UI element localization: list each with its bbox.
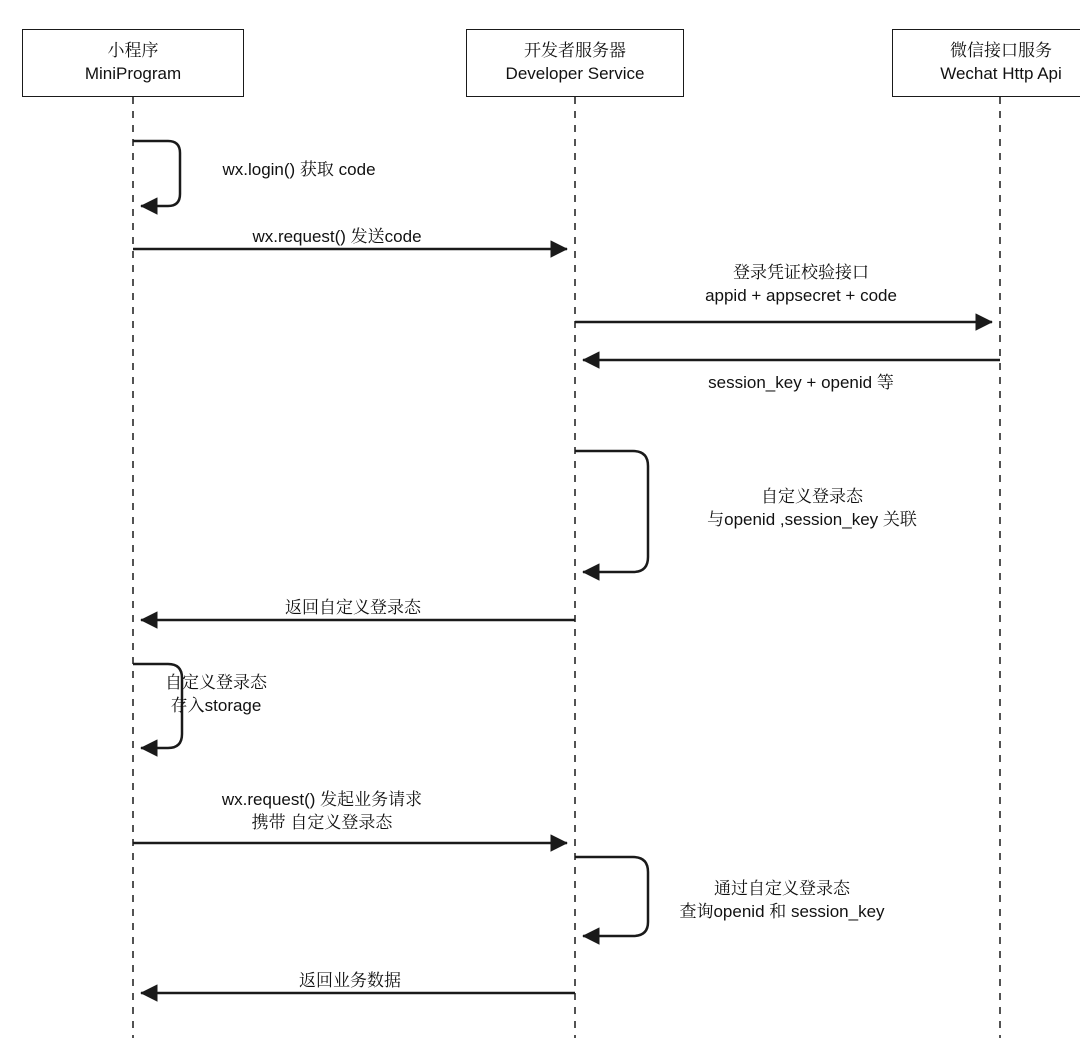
participant-label-en-miniprogram: MiniProgram	[84, 64, 182, 83]
message-text: 自定义登录态	[761, 487, 863, 506]
message-text: 与openid ,session_key 关联	[707, 509, 917, 529]
message-label-custom-login-state	[707, 486, 917, 532]
participant-label-en-wechat-http-api: Wechat Http Api	[940, 64, 1062, 83]
message-label-auth-code2session	[705, 262, 897, 308]
participant-label-en-developer-service: Developer Service	[505, 64, 645, 83]
message-text: 查询openid 和 session_key	[679, 901, 885, 921]
participant-label-zh-developer-service: 开发者服务器	[524, 41, 626, 61]
message-text: 通过自定义登录态	[713, 879, 850, 898]
message-text: 返回自定义登录态	[285, 598, 421, 617]
participant-label-zh-wechat-http-api: 微信接口服务	[950, 41, 1052, 61]
message-label-return-custom-login-state	[285, 597, 421, 620]
message-text: appid + appsecret + code	[705, 285, 897, 305]
message-label-return-business-data	[299, 970, 401, 993]
message-text: 携带 自定义登录态	[251, 812, 393, 832]
message-label-business-request	[222, 789, 422, 835]
message-arrow-query-openid-session	[575, 857, 648, 936]
participant-box-developer-service	[466, 29, 684, 97]
message-text: 返回业务数据	[299, 971, 401, 990]
message-text: session_key + openid 等	[708, 373, 894, 392]
message-label-wx-login	[222, 159, 375, 182]
message-label-query-openid-session	[679, 878, 884, 924]
message-label-session-key-openid	[708, 372, 894, 395]
message-text: wx.request() 发送code	[252, 227, 422, 246]
message-text: 存入storage	[170, 695, 262, 715]
message-text: 自定义登录态	[165, 673, 267, 692]
message-label-store-login-state	[165, 672, 267, 718]
message-label-wx-request-send-code	[252, 226, 421, 249]
participant-box-wechat-http-api	[892, 29, 1080, 97]
message-arrow-wx-login	[133, 141, 180, 206]
message-text: 登录凭证校验接口	[733, 263, 869, 282]
message-text: wx.login() 获取 code	[222, 160, 376, 179]
message-text: wx.request() 发起业务请求	[221, 790, 423, 809]
participant-label-zh-miniprogram: 小程序	[107, 41, 159, 61]
participant-box-miniprogram	[22, 29, 244, 97]
message-arrow-custom-login-state	[575, 451, 648, 572]
